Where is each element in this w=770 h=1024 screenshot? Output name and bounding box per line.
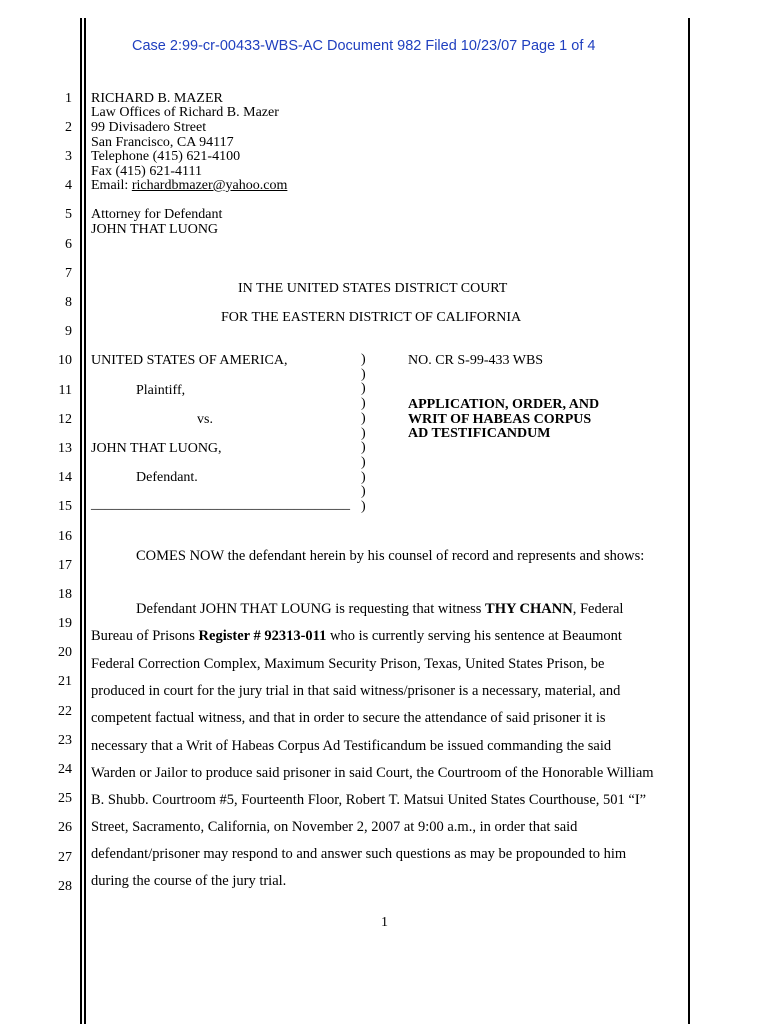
line-number: 7 bbox=[65, 266, 72, 281]
line-number: 19 bbox=[58, 616, 72, 631]
body-line-10: defendant/prisoner may respond to and answer such questions as may be propounded to him bbox=[91, 846, 627, 862]
court-district: FOR THE EASTERN DISTRICT OF CALIFORNIA bbox=[221, 310, 522, 325]
body-line-11: during the course of the jury trial. bbox=[91, 873, 287, 889]
line-number: 27 bbox=[58, 850, 72, 865]
case-number: NO. CR S-99-433 WBS bbox=[408, 353, 544, 368]
line-number: 2 bbox=[65, 120, 72, 135]
body-line-2 bbox=[91, 628, 622, 645]
line-number: 3 bbox=[65, 149, 72, 164]
line-number: 17 bbox=[58, 558, 72, 573]
left-margin-rule-inner bbox=[84, 18, 86, 1024]
p1-text-a: Defendant JOHN THAT LOUNG is requesting that witness bbox=[136, 601, 486, 617]
line-number: 15 bbox=[58, 499, 72, 514]
line-number: 23 bbox=[58, 733, 72, 748]
versus: vs. bbox=[197, 412, 213, 427]
attorney-firm: Law Offices of Richard B. Mazer bbox=[91, 105, 279, 120]
line-number: 8 bbox=[65, 295, 72, 310]
plaintiff-name: UNITED STATES OF AMERICA, bbox=[91, 353, 288, 368]
line-number: 24 bbox=[58, 762, 72, 777]
line-number: 9 bbox=[65, 324, 72, 339]
p1-text-b: , Federal bbox=[572, 601, 624, 617]
caption-rule: _____________________________________ bbox=[91, 497, 350, 512]
line-number: 6 bbox=[65, 237, 72, 252]
defendant-role: Defendant. bbox=[136, 470, 198, 485]
defendant-name: JOHN THAT LUONG, bbox=[91, 441, 222, 456]
attorney-phone: Telephone (415) 621-4100 bbox=[91, 149, 241, 164]
register-number: Register # 92313-011 bbox=[198, 628, 327, 644]
right-margin-rule bbox=[688, 18, 690, 1024]
left-margin-rule-outer bbox=[80, 18, 82, 1024]
attorney-city: San Francisco, CA 94117 bbox=[91, 135, 234, 150]
body-line-5: competent factual witness, and that in order to secure the attendance of said prisoner it is bbox=[91, 710, 606, 726]
page-number: 1 bbox=[381, 915, 388, 930]
line-number: 10 bbox=[58, 353, 72, 368]
attorney-role: Attorney for Defendant bbox=[91, 207, 223, 222]
document-title-line3: AD TESTIFICANDUM bbox=[408, 426, 551, 441]
document-title-line2: WRIT OF HABEAS CORPUS bbox=[408, 412, 592, 427]
line-number: 13 bbox=[58, 441, 72, 456]
attorney-email-line bbox=[91, 178, 287, 194]
caption-parens: ) ) ) ) ) ) ) ) ) ) ) bbox=[361, 352, 366, 515]
court-title: IN THE UNITED STATES DISTRICT COURT bbox=[238, 281, 508, 296]
line-number: 1 bbox=[65, 91, 72, 106]
attorney-fax: Fax (415) 621-4111 bbox=[91, 164, 202, 179]
line-number: 14 bbox=[58, 470, 72, 485]
line-number: 22 bbox=[58, 704, 72, 719]
attorney-name: RICHARD B. MAZER bbox=[91, 91, 223, 106]
line-number: 25 bbox=[58, 791, 72, 806]
line-number: 5 bbox=[65, 207, 72, 222]
body-line-9: Street, Sacramento, California, on November 2, 2007 at 9:00 a.m., in order that said bbox=[91, 819, 578, 835]
line-number: 11 bbox=[58, 383, 72, 398]
line-number: 12 bbox=[58, 412, 72, 427]
email-link[interactable]: richardbmazer@yahoo.com bbox=[131, 178, 288, 193]
body-line-7: Warden or Jailor to produce said prisoner in said Court, the Courtroom of the Honorable William bbox=[91, 765, 654, 781]
intro-line: COMES NOW the defendant herein by his counsel of record and represents and shows: bbox=[136, 548, 645, 564]
line-number: 18 bbox=[58, 587, 72, 602]
case-header: Case 2:99-cr-00433-WBS-AC Document 982 Filed 10/23/07 Page 1 of 4 bbox=[132, 38, 596, 54]
line-number: 4 bbox=[65, 178, 72, 193]
p2-text-a: Bureau of Prisons bbox=[91, 628, 199, 644]
witness-name: THY CHANN bbox=[485, 601, 573, 617]
attorney-street: 99 Divisadero Street bbox=[91, 120, 207, 135]
line-number: 26 bbox=[58, 820, 72, 835]
body-line-1 bbox=[136, 601, 623, 618]
line-number: 21 bbox=[58, 674, 72, 689]
p2-text-b: who is currently serving his sentence at Beaumont bbox=[326, 628, 622, 644]
body-line-6: necessary that a Writ of Habeas Corpus Ad Testificandum be issued commanding the said bbox=[91, 738, 612, 754]
attorney-client: JOHN THAT LUONG bbox=[91, 222, 219, 237]
plaintiff-role: Plaintiff, bbox=[136, 383, 186, 398]
line-number: 28 bbox=[58, 879, 72, 894]
line-number: 20 bbox=[58, 645, 72, 660]
body-line-8: B. Shubb. Courtroom #5, Fourteenth Floor, Robert T. Matsui United States Courthouse, 501 “I” bbox=[91, 792, 647, 808]
document-title-line1: APPLICATION, ORDER, AND bbox=[408, 397, 600, 412]
line-number: 16 bbox=[58, 529, 72, 544]
body-line-4: produced in court for the jury trial in that said witness/prisoner is a necessary, material, and bbox=[91, 683, 621, 699]
email-label: Email: bbox=[91, 178, 129, 193]
body-line-3: Federal Correction Complex, Maximum Security Prison, Texas, United States Prison, be bbox=[91, 656, 605, 672]
